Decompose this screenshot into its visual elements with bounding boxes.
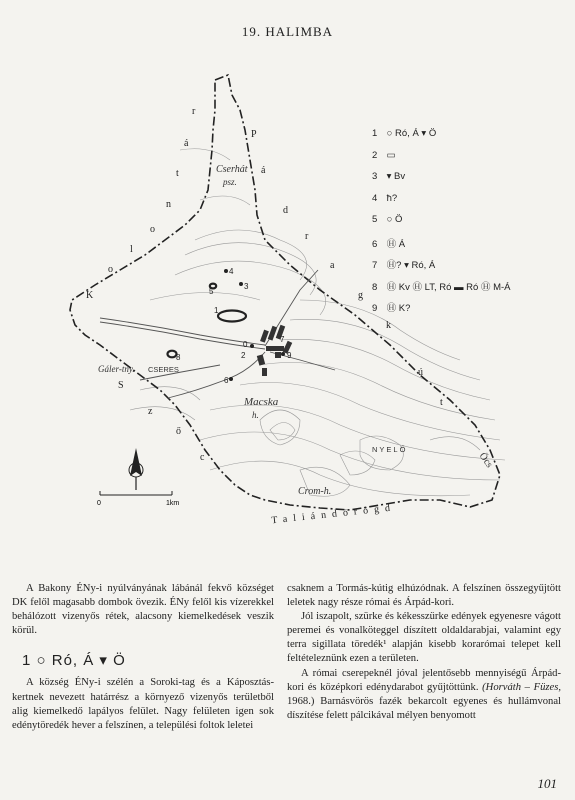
site-label-4: 4 — [229, 267, 234, 276]
legend-row: 8 Ⓗ Kv Ⓗ LT, Ró ▬ Ró Ⓗ M-Á — [372, 281, 511, 293]
roads — [100, 270, 335, 398]
svg-text:S: S — [118, 380, 124, 391]
svg-text:P: P — [251, 129, 257, 140]
text-column-left — [12, 582, 274, 733]
svg-text:l: l — [130, 244, 133, 255]
svg-text:r: r — [305, 231, 309, 242]
svg-text:z: z — [148, 406, 153, 417]
svg-text:ő: ő — [176, 426, 181, 437]
site-label-5: 5 — [209, 287, 214, 296]
legend-row: 5 ○ Ö — [372, 214, 403, 225]
page-number: 101 — [537, 776, 557, 791]
site-label-8: 8 — [176, 353, 181, 362]
svg-text:t: t — [176, 168, 179, 179]
legend-row: 4 ħ? — [372, 192, 398, 204]
site-label-3: 3 — [244, 282, 249, 291]
site-paragraph: A község ÉNy-i szélén a Soroki-tag és a Káposztás-kertnek nevezett határrész a környező vizenyős területből alig kiemelkedő lapályos felület. Nagy felületen igen sok edénytöredék hever a felszínen, a települési foltok leletei — [12, 677, 274, 731]
szoc-label — [118, 380, 205, 463]
place-macska-abbr: h. — [252, 410, 259, 420]
svg-text:a: a — [330, 260, 335, 271]
site-heading: 1 ○ Ró, Á ▾ Ö — [22, 652, 126, 670]
site-label-2: 2 — [241, 351, 246, 360]
place-nyelo: NYELŐ — [372, 445, 408, 454]
legend-row: 7 Ⓗ? ▾ Ró, Á — [372, 260, 436, 271]
scale-bar — [97, 491, 179, 507]
svg-text:k: k — [386, 320, 391, 331]
svg-text:d: d — [283, 205, 288, 216]
svg-text:o: o — [108, 264, 113, 275]
text-column-right — [287, 582, 561, 723]
page-title: 19. HALIMBA — [241, 24, 334, 39]
place-cserhat: Cserhát — [216, 164, 248, 175]
north-arrow-icon — [129, 448, 143, 490]
place-crom: Crom-h. — [298, 486, 332, 497]
legend-row: 9 Ⓗ K? — [372, 303, 411, 314]
svg-text:o: o — [150, 224, 155, 235]
place-galer: Gáler-tny. — [98, 364, 135, 374]
svg-text:n: n — [166, 199, 171, 210]
svg-text:á: á — [261, 165, 266, 176]
site-label-0: 0 — [243, 340, 248, 349]
legend-row: 6 Ⓗ Á — [372, 238, 406, 250]
place-ocs: Öcs — [476, 450, 495, 470]
place-taliandorogd: Taliándörögd — [270, 502, 397, 527]
legend-row: 3 ▾ Bv — [372, 171, 406, 182]
svg-text:t: t — [440, 397, 443, 408]
findings-paragraph: Jól iszapolt, szürke és kékesszürke edények egyenesre vágott peremei és vonalköteggel díszített oldaldarabjai, valamint egy terra sigillata töredék¹ alapján kisebb korarómai telepet kell feltételeznünk ezen a területen. — [287, 611, 561, 665]
legend-row: 1 ○ Ró, Á ▾ Ö — [372, 128, 437, 139]
svg-text:g: g — [358, 290, 363, 301]
continuation-paragraph: csaknem a Tormás-kútig elhúzódnak. A felszínen összegyűjtött leletek nagy része római és Árpád-kori. — [287, 583, 561, 609]
svg-text:0: 0 — [97, 500, 101, 507]
site-label-6: 6 — [224, 376, 229, 385]
svg-text:á: á — [184, 138, 189, 149]
svg-text:K: K — [86, 290, 94, 301]
site-label-1: 1 — [214, 306, 219, 315]
svg-text:c: c — [200, 452, 205, 463]
kolontar-label — [86, 106, 196, 301]
intro-paragraph: A Bakony ÉNy-i nyúlványának lábánál fekvő községet DK felől magasabb dombok övezik. ÉNy felől kis vízerekkel behálózott vizenyős rétek, alacsony kiemelkedések veszik körül. — [12, 583, 274, 637]
citation: (Horváth – Füzes, — [482, 681, 561, 693]
svg-text:1km: 1km — [166, 500, 180, 507]
place-cserhat-abbr: psz. — [223, 177, 237, 187]
legend-row: 2 ▭ — [372, 149, 396, 161]
medieval-paragraph: A római cserepeknél jóval jelentősebb mennyiségű Árpád-kori és középkori edénydarabot gyűjtöttünk. (Horváth – Füzes, 1968.) Barnásvörös fazék bekarcolt egyenes és hullámvonal díszítése felett pálcikával mélyen benyomott — [287, 667, 561, 721]
site-label-7: 7 — [280, 335, 285, 344]
site-label-9: 9 — [287, 351, 292, 360]
place-macska: Macska — [244, 396, 279, 408]
place-cseres: CSERES — [148, 365, 179, 374]
svg-text:r: r — [192, 106, 196, 117]
svg-text:ú: ú — [418, 367, 423, 378]
map-legend — [372, 128, 511, 322]
site-dots — [224, 269, 285, 381]
